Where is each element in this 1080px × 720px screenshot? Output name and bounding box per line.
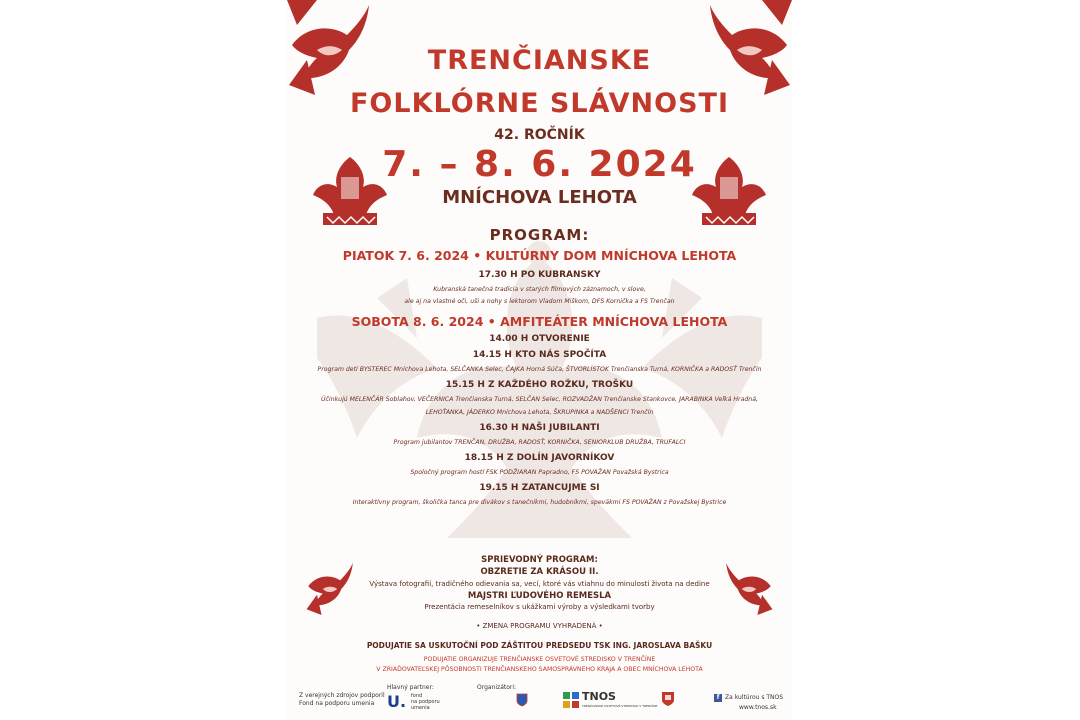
event-desc: Spoločný program hostí FSK PODŽIARAN Papradno, FS POVAŽAN Považská Bystrica xyxy=(410,469,669,476)
fpu-logo-text: fond xyxy=(411,693,423,699)
tnos-logo-text: TNOS xyxy=(582,690,616,703)
organizer-note: PODUJATIE ORGANIZUJE TRENČIANSKE OSVETOVÉ STREDISKO V TRENČÍNE xyxy=(423,656,656,663)
day1-title: PIATOK 7. 6. 2024 • KULTÚRNY DOM MNÍCHOVA LEHOTA xyxy=(342,248,737,263)
tnos-logo-icon xyxy=(563,692,579,708)
event-desc: Interaktívny program, školička tanca pre divákov s tanečníkmi, hudobníkmi, speväkmi FS POVAŽAN z Považskej Bystrice xyxy=(352,499,727,506)
side-item-desc: Prezentácia remeselníkov s ukážkami výroby a výsledkami tvorby xyxy=(424,603,655,611)
side-item-title: MAJSTRI ĽUDOVÉHO REMESLA xyxy=(467,591,612,601)
day2-title: SOBOTA 8. 6. 2024 • AMFITEÁTER MNÍCHOVA LEHOTA xyxy=(351,314,728,329)
facebook-link[interactable]: Za kultúrou s TNOS xyxy=(725,694,784,701)
coat-of-arms-icon xyxy=(661,691,675,707)
title-line-2: FOLKLÓRNE SLÁVNOSTI xyxy=(349,88,730,119)
patronage-note: PODUJATIE SA USKUTOČNÍ POD ZÁŠTITOU PREDSEDU TSK ING. JAROSLAVA BAŠKU xyxy=(366,641,713,650)
side-program-heading: SPRIEVODNÝ PROGRAM: xyxy=(481,555,598,565)
organizers-label: Organizátori: xyxy=(477,684,517,691)
poster xyxy=(287,0,792,720)
facebook-icon[interactable]: f xyxy=(714,694,722,702)
event-title: 14.00 H OTVORENIE xyxy=(489,334,590,344)
event-desc: Program detí BYSTEREC Mníchova Lehota, SELČANKA Selec, ČAJKA Horná Súča, ŠTVORLÍSTOK Trenčianska Turná, KORNIČKA a RADOSŤ Trenčín xyxy=(317,366,762,373)
organizer-note: V ZRIAĎOVATEĽSKEJ PÔSOBNOSTI TRENČIANSKEHO SAMOSPRÁVNEHO KRAJA A OBEC MNÍCHOVA LEHOTA xyxy=(376,666,703,673)
side-item-title: OBZRETIE ZA KRÁSOU II. xyxy=(480,567,599,577)
website-link[interactable]: www.tnos.sk xyxy=(739,704,777,711)
event-desc: Účinkujú MELENČÁR Soblahov, VEČERNICA Trenčianska Turná, SELČAN Selec, ROZVADŽAN Trenčianske Stankovce, JARABINKA Veľká Hradná, xyxy=(321,396,758,403)
event-desc: ale aj na vlastné oči, uši a nohy s lektorom Vladom Miškom, DFS Kornička a FS Trenčan xyxy=(404,298,675,305)
partner-label: Hlavný partner: xyxy=(387,684,434,691)
coat-of-arms-icon xyxy=(516,693,528,707)
event-title: 14.15 H KTO NÁS SPOČÍTA xyxy=(472,350,607,360)
edition: 42. ROČNÍK xyxy=(494,127,585,143)
funding-line: Z verejných zdrojov podporil xyxy=(299,692,385,699)
festival-dates: 7. – 8. 6. 2024 xyxy=(382,144,697,185)
event-title: 16.30 H NAŠI JUBILANTI xyxy=(479,423,600,433)
funding-line: Fond na podporu umenia xyxy=(299,700,375,707)
event-title: 17.30 H PO KUBRANSKY xyxy=(478,270,601,280)
tnos-logo-subtext: TRENČIANSKE OSVETOVÉ STREDISKO V TRENČÍNE xyxy=(582,704,658,708)
fpu-logo-text: umenia xyxy=(411,705,430,711)
event-desc: Kubranská tanečná tradícia v starých filmových záznamoch, v slove, xyxy=(433,286,646,293)
event-desc: Program jubilantov TRENČAN, DRUŽBA, RADOSŤ, KORNIČKA, SENIORKLUB DRUŽBA, TRUFALCI xyxy=(393,439,686,446)
event-title: 19.15 H ZATANCUJME SI xyxy=(479,483,600,493)
event-title: 18.15 H Z DOLÍN JAVORNÍKOV xyxy=(464,453,615,463)
festival-place: MNÍCHOVA LEHOTA xyxy=(442,187,637,208)
event-desc: LEHOŤANKA, JÁDERKO Mníchova Lehota, ŠKRUPINKA a NADŠENCI Trenčín xyxy=(425,409,654,416)
title-line-1: TRENČIANSKE xyxy=(427,45,652,76)
fpu-logo: U. xyxy=(387,692,407,711)
fpu-logo-text: na podporu xyxy=(411,699,440,705)
side-item-desc: Výstava fotografií, tradičného odievania sa, vecí, ktoré vás vtiahnu do minulosti života na dedine xyxy=(369,580,710,588)
program-heading: PROGRAM: xyxy=(489,226,590,244)
event-title: 15.15 H Z KAŽDÉHO ROŽKU, TROŠKU xyxy=(445,380,634,390)
program-change-note: • ZMENA PROGRAMU VYHRADENÁ • xyxy=(476,622,603,630)
